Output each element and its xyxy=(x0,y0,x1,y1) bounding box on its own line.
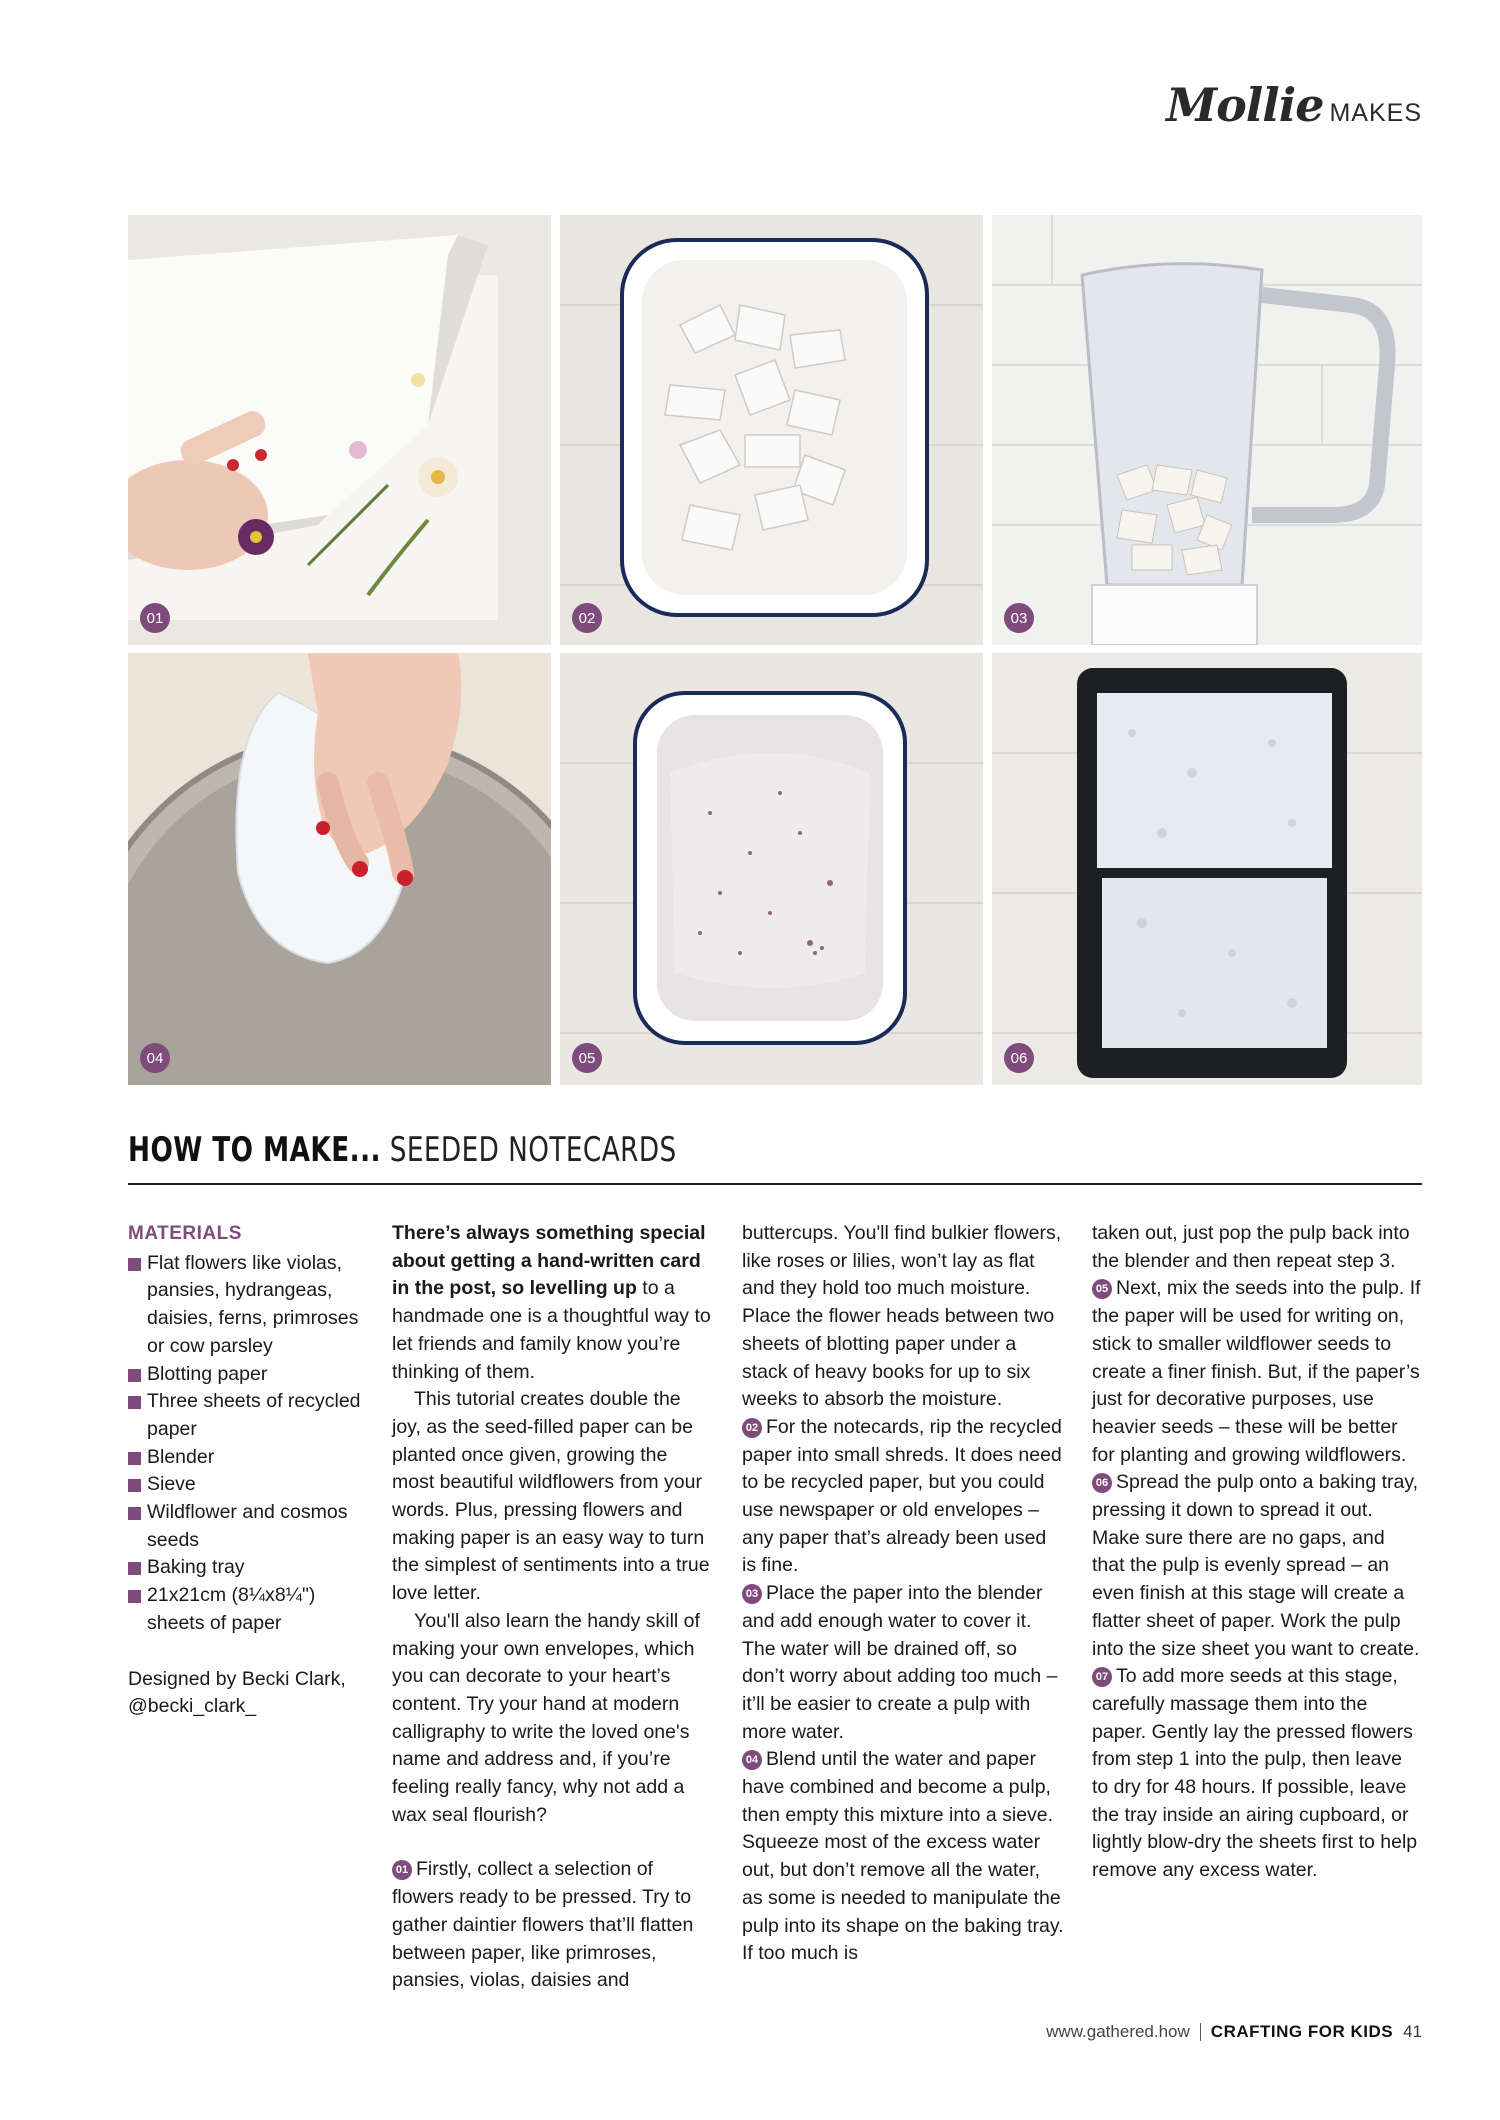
photo-step-01 xyxy=(128,215,551,645)
footer-divider xyxy=(1200,2023,1201,2041)
step-badge-04: 04 xyxy=(140,1043,170,1073)
intro-lead: There’s always something special about getting a hand-written card in the post, so levelling up xyxy=(392,1222,706,1300)
materials-item: Baking tray xyxy=(128,1554,368,1582)
step-number-07: 07 xyxy=(1092,1667,1112,1687)
intro-paragraph-3: You'll also learn the handy skill of making your own envelopes, which you can decorate to your heart’s content. Try your hand at modern calligraphy to write the loved one's name and address and, if you’re feeling really fancy, why not add a wax seal flourish? xyxy=(392,1609,700,1826)
materials-item: 21x21cm (8¼x8¼") sheets of paper xyxy=(128,1582,368,1637)
step-05 xyxy=(1092,1275,1422,1469)
spacer xyxy=(392,1829,712,1856)
page-footer xyxy=(1046,2022,1422,2042)
intro-paragraph xyxy=(392,1220,712,1386)
steps-column-3 xyxy=(742,1220,1064,1968)
step-06 xyxy=(1092,1469,1422,1663)
step-badge-06: 06 xyxy=(1004,1043,1034,1073)
step-02 xyxy=(742,1414,1064,1580)
materials-item: Sieve xyxy=(128,1471,368,1499)
materials-item: Blotting paper xyxy=(128,1361,368,1389)
intro-column xyxy=(392,1220,712,1995)
materials-item: Blender xyxy=(128,1444,368,1472)
page-headline xyxy=(128,1130,677,1170)
photo-step-03 xyxy=(992,215,1422,645)
footer-url[interactable]: www.gathered.how xyxy=(1046,2022,1190,2041)
intro-lead-rest: to a handmade one is a thoughtful way to let friends and family know you’re thinking of them. xyxy=(392,1277,711,1383)
photo-step-06 xyxy=(992,653,1422,1085)
headline-light: SEEDED NOTECARDS xyxy=(380,1130,677,1170)
materials-heading: MATERIALS xyxy=(128,1223,242,1244)
step-04 xyxy=(742,1746,1064,1968)
step-number-03: 03 xyxy=(742,1584,762,1604)
step-badge-01: 01 xyxy=(140,603,170,633)
step-badge-03: 03 xyxy=(1004,603,1034,633)
step-text-04: Blend until the water and paper have combined and become a pulp, then empty this mixture into a sieve. Squeeze most of the excess water out, but don’t remove all the water, as some is needed to manipulate the pulp into its shape on the baking tray. If too much is xyxy=(742,1748,1064,1965)
steps-column-4 xyxy=(1092,1220,1422,1885)
step-04-continued: taken out, just pop the pulp back into the blender and then repeat step 3. xyxy=(1092,1222,1410,1272)
step-badge-05: 05 xyxy=(572,1043,602,1073)
step-03 xyxy=(742,1580,1064,1746)
brand-caps: MAKES xyxy=(1329,99,1422,127)
step-number-02: 02 xyxy=(742,1418,762,1438)
footer-section: CRAFTING FOR KIDS xyxy=(1210,2022,1394,2041)
step-text-06: Spread the pulp onto a baking tray, pressing it down to spread it out. Make sure there are no gaps, and that the pulp is evenly spread – an even finish at this stage will create a flatter sheet of paper. Work the pulp into the size sheet you want to create. xyxy=(1092,1471,1420,1660)
step-number-06: 06 xyxy=(1092,1473,1112,1493)
step-01-continued: buttercups. You'll find bulkier flowers, like roses or lilies, won’t lay as flat and they hold too much moisture. Place the flower heads between two sheets of blotting paper under a stack of heavy books for up to six weeks to absorb the moisture. xyxy=(742,1222,1062,1411)
materials-column xyxy=(128,1220,368,1721)
step-text-02: For the notecards, rip the recycled paper into small shreds. It does need to be recycled paper, but you could use newspaper or old envelopes – any paper that’s already been used is fine. xyxy=(742,1415,1062,1577)
photo-step-02 xyxy=(560,215,983,645)
headline-bold: HOW TO MAKE... xyxy=(128,1130,381,1170)
materials-item: Wildflower and cosmos seeds xyxy=(128,1499,368,1554)
step-text-05: Next, mix the seeds into the pulp. If the paper will be used for writing on, stick to smaller wildflower seeds to create a finer finish. But, if the paper’s just for decorative purposes, use heavier seeds – these will be better for planting and growing wildflowers. xyxy=(1092,1277,1421,1466)
materials-item: Flat flowers like violas, pansies, hydrangeas, daisies, ferns, primroses or cow parsley xyxy=(128,1250,368,1361)
step-number-05: 05 xyxy=(1092,1279,1112,1299)
step-badge-02: 02 xyxy=(572,603,602,633)
step-number-01: 01 xyxy=(392,1860,412,1880)
step-text-01: Firstly, collect a selection of flowers ready to be pressed. Try to gather daintier flowers that’ll flatten between paper, like primroses, pansies, violas, daisies and xyxy=(392,1858,694,1992)
step-01 xyxy=(392,1856,712,1995)
masthead-logo xyxy=(1166,78,1422,132)
step-07 xyxy=(1092,1663,1422,1885)
intro-paragraph-2: This tutorial creates double the joy, as the seed-filled paper can be planted once given, growing the most beautiful wildflowers from your words. Plus, pressing flowers and making paper is an easy way to turn the simplest of sentiments into a true love letter. xyxy=(392,1388,710,1605)
materials-list xyxy=(128,1250,368,1638)
step-text-03: Place the paper into the blender and add enough water to cover it. The water will be drained off, so don’t worry about adding too much – it’ll be easier to create a pulp with more water. xyxy=(742,1582,1058,1743)
step-text-07: To add more seeds at this stage, carefully massage them into the paper. Gently lay the pressed flowers from step 1 into the pulp, then leave to dry for 48 hours. If possible, leave the tray inside an airing cupboard, or lightly blow-dry the sheets first to help remove any excess water. xyxy=(1092,1665,1418,1882)
brand-script: Mollie xyxy=(1166,78,1324,132)
step-number-04: 04 xyxy=(742,1750,762,1770)
photo-step-05 xyxy=(560,653,983,1085)
page-number: 41 xyxy=(1403,2022,1422,2041)
headline-divider xyxy=(128,1183,1422,1185)
materials-item: Three sheets of recycled paper xyxy=(128,1388,368,1443)
designer-credit: Designed by Becki Clark, @becki_clark_ xyxy=(128,1667,346,1718)
photo-step-04 xyxy=(128,653,551,1085)
